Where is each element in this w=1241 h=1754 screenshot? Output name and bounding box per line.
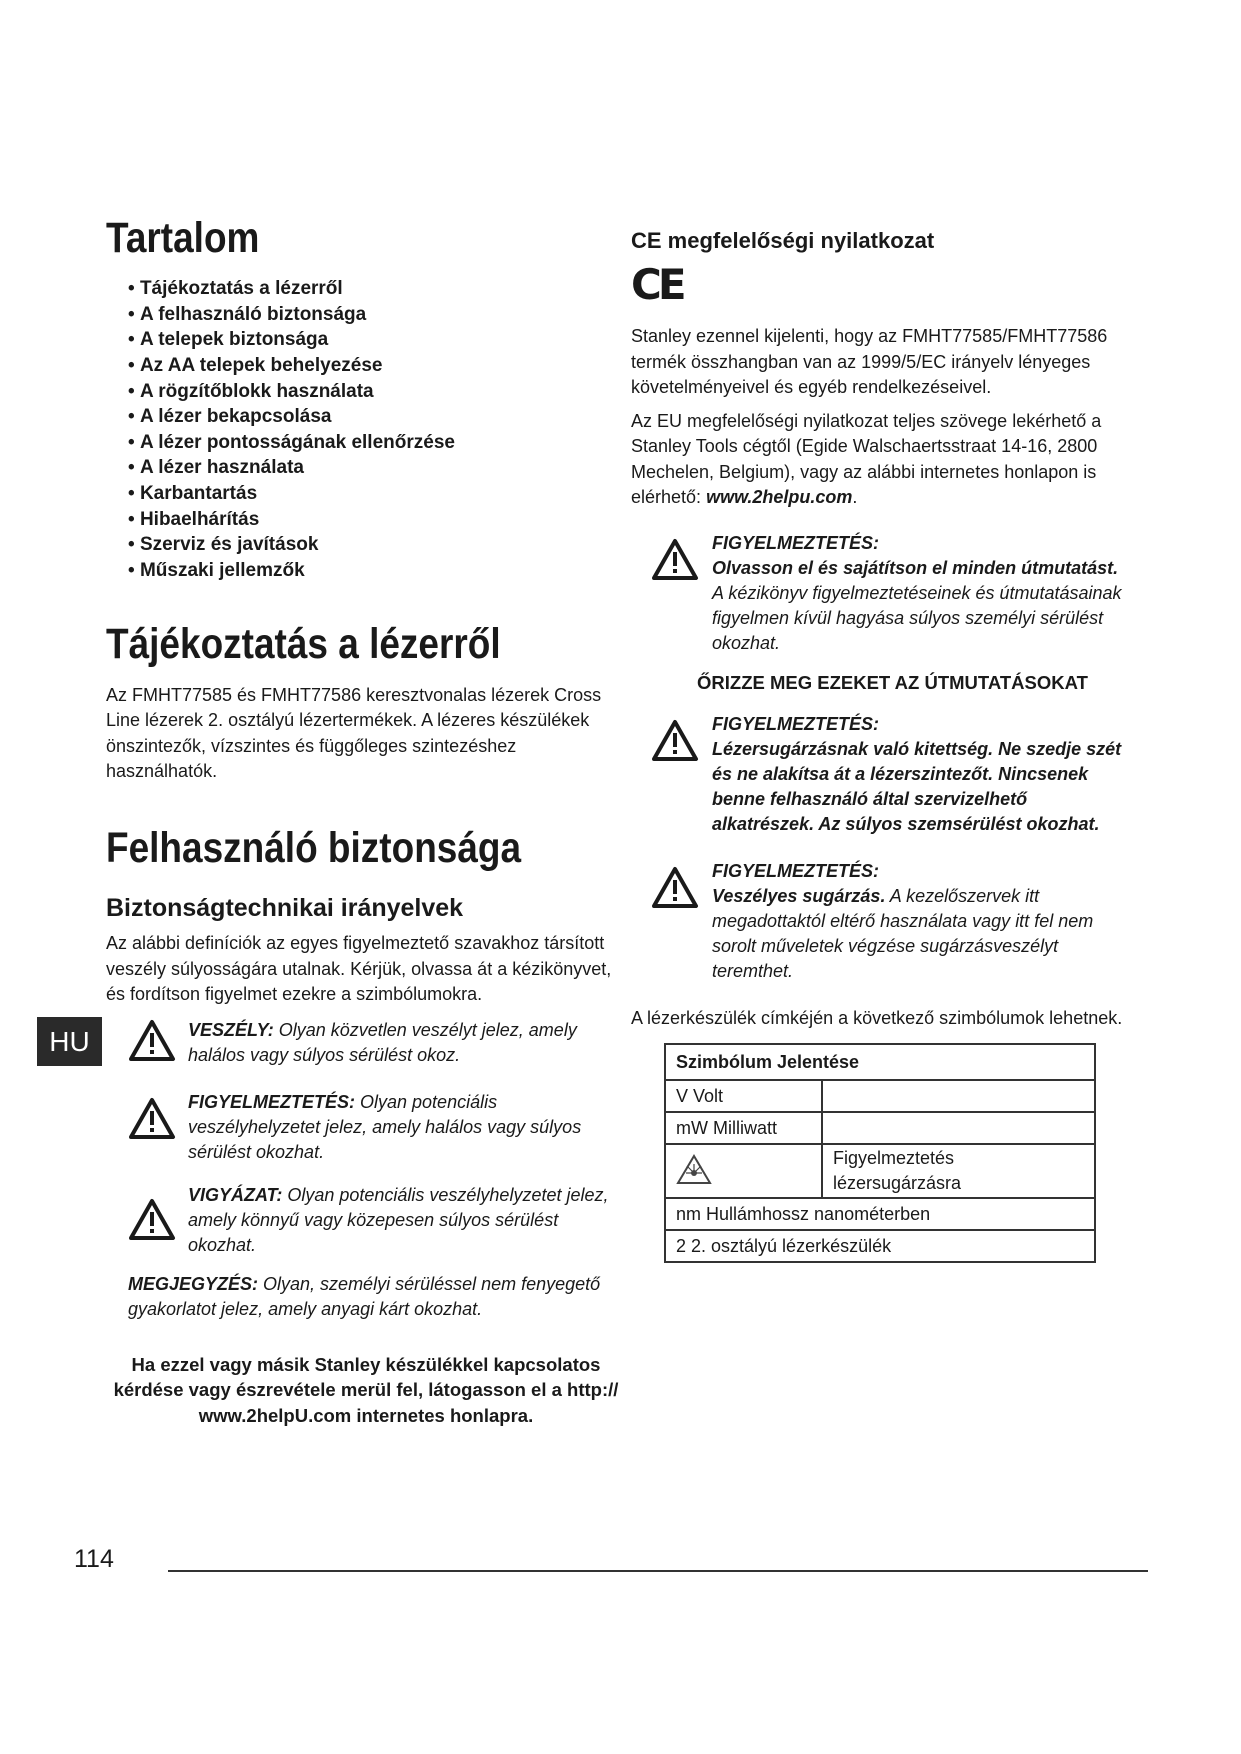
table-cell: nm Hullámhossz nanométerben bbox=[665, 1198, 1095, 1230]
warning-triangle-icon bbox=[128, 1018, 176, 1062]
safety-title: Felhasználó biztonsága bbox=[106, 823, 522, 872]
toc-item: • Tájékoztatás a lézerről bbox=[128, 276, 616, 302]
warning-notice bbox=[128, 1090, 616, 1165]
toc-item: • A lézer bekapcsolása bbox=[128, 404, 616, 430]
warning-triangle-icon bbox=[651, 537, 699, 581]
ce-text-1: Stanley ezennel kijelenti, hogy az FMHT77585/FMHT77586 termék összhangban van az 1999/5/EC irányelv lényeges követelményeivel és egyéb rendelkezéseivel. bbox=[631, 326, 1108, 397]
toc-item: • A lézer pontosságának ellenőrzése bbox=[128, 430, 616, 456]
table-cell bbox=[822, 1080, 1095, 1112]
info-text: Az FMHT77585 és FMHT77586 keresztvonalas lézerek Cross Line lézerek 2. osztályú lézertermékek. A lézeres készülékek önszintezők, vízszintes és függőleges szintezéshez használhatók. bbox=[106, 684, 602, 782]
danger-text: VESZÉLY: Olyan közvetlen veszélyt jelez, amely halálos vagy súlyos sérülést okoz. bbox=[188, 1019, 577, 1065]
warning-1 bbox=[651, 531, 1131, 656]
table-row bbox=[665, 1230, 1095, 1262]
table-cell bbox=[665, 1144, 822, 1198]
toc-item: • A telepek biztonsága bbox=[128, 327, 616, 353]
toc-title: Tartalom bbox=[106, 214, 260, 262]
right-column bbox=[631, 228, 1131, 1263]
toc-item: • Hibaelhárítás bbox=[128, 507, 616, 533]
table-row bbox=[665, 1080, 1095, 1112]
table-cell: V Volt bbox=[665, 1080, 822, 1112]
warning-3 bbox=[651, 859, 1131, 984]
ce-mark-icon: CE bbox=[631, 260, 683, 309]
table-cell: mW Milliwatt bbox=[665, 1112, 822, 1144]
contact-text: Ha ezzel vagy másik Stanley készülékkel kapcsolatos kérdése vagy észrevétele merül fel, látogasson el a http:// www.2helpU.com internetes honlapra. bbox=[113, 1353, 619, 1426]
ce-title: CE megfelelőségi nyilatkozat bbox=[631, 228, 935, 253]
toc-item: • Az AA telepek behelyezése bbox=[128, 353, 616, 379]
table-header: Szimbólum Jelentése bbox=[665, 1044, 1095, 1080]
danger-notice bbox=[128, 1018, 616, 1068]
warning-label: FIGYELMEZTETÉS: bbox=[188, 1091, 356, 1112]
table-cell: 2 2. osztályú lézerkészülék bbox=[665, 1230, 1095, 1262]
laser-warning-icon bbox=[676, 1153, 712, 1185]
table-row bbox=[665, 1112, 1095, 1144]
warning-1-text: FIGYELMEZTETÉS: Olvasson el és sajátítson el minden útmutatást. A kézikönyv figyelmeztetéseinek és útmutatásainak figyelmen kívül hagyása súlyos személyi sérülést okozhat. bbox=[712, 532, 1122, 653]
table-cell bbox=[822, 1112, 1095, 1144]
guidelines-text: Az alábbi definíciók az egyes figyelmeztető szavakhoz társított veszély súlyosságára utalnak. Kérjük, olvassa át a kézikönyvet, és fordítson figyelmet ezekre a szimbólumokra. bbox=[106, 933, 612, 1005]
toc-item: • Műszaki jellemzők bbox=[128, 558, 616, 584]
note-text: MEGJEGYZÉS: Olyan, személyi sérüléssel nem fenyegető gyakorlatot jelez, amely anyagi kárt okozhat. bbox=[128, 1273, 601, 1319]
warning-3-text: FIGYELMEZTETÉS: Veszélyes sugárzás. A kezelőszervek itt megadottaktól eltérő használata vagy itt fel nem sorolt műveletek végzése sugárzásveszélyt teremthet. bbox=[712, 860, 1094, 981]
toc-item: • A rögzítőblokk használata bbox=[128, 379, 616, 405]
toc-item: • A lézer használata bbox=[128, 455, 616, 481]
warning-text: FIGYELMEZTETÉS: Olyan potenciális veszélyhelyzetet jelez, amely halálos vagy súlyos sérülést okozhat. bbox=[188, 1091, 582, 1162]
table-row bbox=[665, 1198, 1095, 1230]
toc-item: • Karbantartás bbox=[128, 481, 616, 507]
caution-text: VIGYÁZAT: Olyan potenciális veszélyhelyzetet jelez, amely könnyű vagy közepesen súlyos sérülést okozhat. bbox=[188, 1184, 609, 1255]
left-column bbox=[106, 214, 619, 1428]
toc-item: • A felhasználó biztonsága bbox=[128, 302, 616, 328]
symbols-table bbox=[664, 1043, 1096, 1263]
ce-url: www.2helpu.com bbox=[706, 487, 853, 507]
info-title: Tájékoztatás a lézerről bbox=[106, 620, 501, 669]
note-label: MEGJEGYZÉS: bbox=[128, 1273, 259, 1294]
symbols-intro: A lézerkészülék címkéjén a következő szimbólumok lehetnek. bbox=[631, 1007, 1123, 1028]
warning-2 bbox=[651, 712, 1131, 837]
page-number: 114 bbox=[74, 1545, 114, 1573]
language-tab: HU bbox=[37, 1017, 102, 1066]
danger-label: VESZÉLY: bbox=[188, 1019, 274, 1040]
ce-text-2: Az EU megfelelőségi nyilatkozat teljes szövege lekérhető a Stanley Tools cégtől (Egide Walschaertsstraat 14-16, 2800 Mechelen, Belgium), vagy az alábbi internetes honlapon is elérhető: www.2helpu.com. bbox=[631, 410, 1102, 507]
warning-triangle-icon bbox=[651, 718, 699, 762]
warning-triangle-icon bbox=[128, 1197, 176, 1241]
caution-label: VIGYÁZAT: bbox=[188, 1184, 283, 1205]
footer-rule bbox=[168, 1570, 1148, 1572]
toc-item: • Szerviz és javítások bbox=[128, 532, 616, 558]
warning-2-text: FIGYELMEZTETÉS: Lézersugárzásnak való kitettség. Ne szedje szét és ne alakítsa át a lézerszintezőt. Nincsenek benne felhasználó által szervizelhető alkatrészek. Az súlyos szemsérülést okozhat. bbox=[712, 713, 1122, 834]
keep-instructions: ŐRIZZE MEG EZEKET AZ ÚTMUTATÁSOKAT bbox=[697, 671, 1088, 693]
warning-triangle-icon bbox=[651, 865, 699, 909]
warning-triangle-icon bbox=[128, 1096, 176, 1140]
table-row bbox=[665, 1144, 1095, 1198]
caution-notice bbox=[128, 1183, 616, 1258]
table-cell: Figyelmeztetés lézersugárzásra bbox=[822, 1144, 1095, 1198]
guidelines-title: Biztonságtechnikai irányelvek bbox=[106, 894, 464, 923]
table-row bbox=[665, 1044, 1095, 1080]
toc-list bbox=[128, 276, 616, 583]
